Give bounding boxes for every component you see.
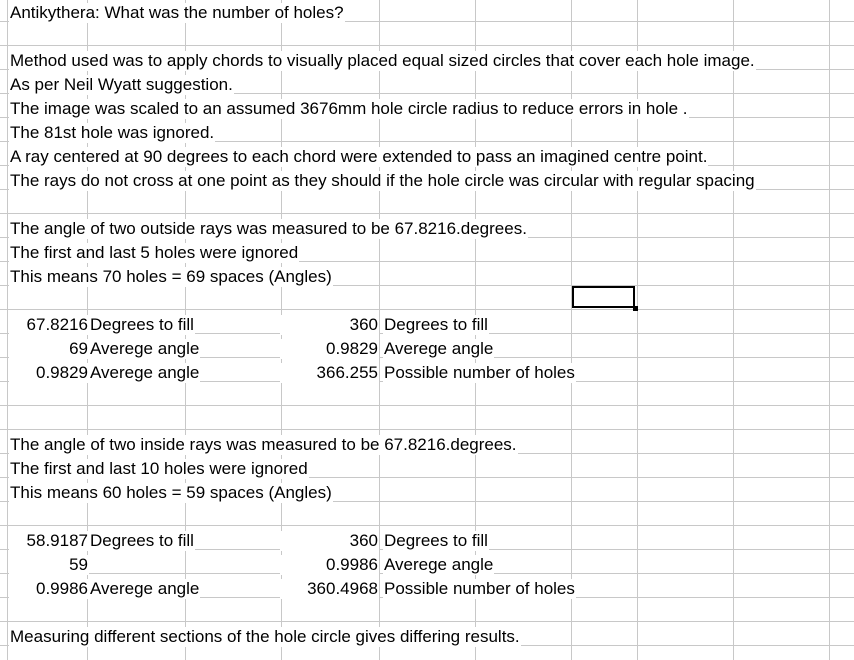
outside-right-label-2[interactable]: Averege angle [384, 339, 494, 358]
outside-right-value-3[interactable]: 366.255 [280, 363, 379, 383]
method-line-5[interactable]: A ray centered at 90 degrees to each chord were extended to pass an imagined centre point. [10, 147, 708, 166]
outside-left-value-3[interactable]: 0.9829 [9, 363, 89, 383]
outside-right-label-3[interactable]: Possible number of holes [384, 363, 575, 382]
inside-right-value-1[interactable]: 360 [280, 531, 379, 551]
inside-left-label-1[interactable]: Degrees to fill [90, 531, 194, 550]
inside-right-value-2[interactable]: 0.9986 [280, 555, 379, 575]
inside-left-value-1[interactable]: 58.9187 [9, 531, 89, 551]
inside-left-value-3[interactable]: 0.9986 [9, 579, 89, 599]
inside-line-2[interactable]: The first and last 10 holes were ignored [10, 459, 308, 478]
outside-right-label-1[interactable]: Degrees to fill [384, 315, 488, 334]
inside-right-label-1[interactable]: Degrees to fill [384, 531, 488, 550]
fill-handle[interactable] [633, 306, 638, 311]
outside-right-value-2[interactable]: 0.9829 [280, 339, 379, 359]
outside-left-label-1[interactable]: Degrees to fill [90, 315, 194, 334]
inside-line-3[interactable]: This means 60 holes = 59 spaces (Angles) [10, 483, 332, 502]
outside-left-label-3[interactable]: Averege angle [90, 363, 200, 382]
method-line-4[interactable]: The 81st hole was ignored. [10, 123, 215, 142]
selected-cell[interactable] [572, 286, 635, 308]
method-line-3[interactable]: The image was scaled to an assumed 3676mm hole circle radius to reduce errors in hole . [10, 99, 688, 118]
outside-line-1[interactable]: The angle of two outside rays was measured to be 67.8216.degrees. [10, 219, 527, 238]
outside-line-2[interactable]: The first and last 5 holes were ignored [10, 243, 299, 262]
inside-right-value-3[interactable]: 360.4968 [280, 579, 379, 599]
outside-left-label-2[interactable]: Averege angle [90, 339, 200, 358]
inside-right-label-3[interactable]: Possible number of holes [384, 579, 575, 598]
inside-line-1[interactable]: The angle of two inside rays was measured to be 67.8216.degrees. [10, 435, 517, 454]
method-line-2[interactable]: As per Neil Wyatt suggestion. [10, 75, 233, 94]
inside-left-label-3[interactable]: Averege angle [90, 579, 200, 598]
conclusion-line[interactable]: Measuring different sections of the hole circle gives differing results. [10, 627, 520, 646]
outside-left-value-2[interactable]: 69 [9, 339, 89, 359]
method-line-1[interactable]: Method used was to apply chords to visually placed equal sized circles that cover each hole image. [10, 51, 755, 70]
inside-right-label-2[interactable]: Averege angle [384, 555, 494, 574]
outside-left-value-1[interactable]: 67.8216 [9, 315, 89, 335]
outside-line-3[interactable]: This means 70 holes = 69 spaces (Angles) [10, 267, 332, 286]
inside-left-value-2[interactable]: 59 [9, 555, 89, 575]
method-line-6[interactable]: The rays do not cross at one point as they should if the hole circle was circular with regular spacing [10, 171, 755, 190]
outside-right-value-1[interactable]: 360 [280, 315, 379, 335]
sheet-title[interactable]: Antikythera: What was the number of holes? [10, 3, 344, 22]
